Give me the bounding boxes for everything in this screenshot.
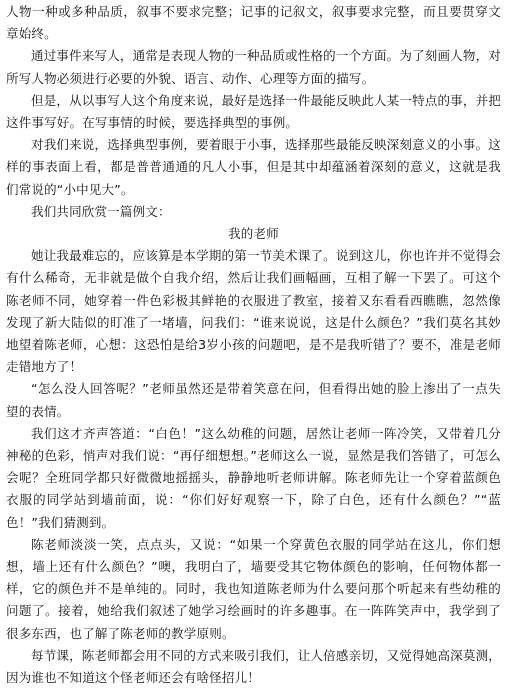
essay-paragraph: 每节课，陈老师都会用不同的方式来吸引我们，让人倍感亲切，又觉得她高深莫测，因为谁也不知道这个怪老师还会有啥怪招儿！ xyxy=(6,647,501,686)
paragraph: 通过事件来写人，通常是表现人物的一种品质或性格的一个方面。为了刻画人物，对所写人物必须进行必要的外貌、语言、动作、心理等方面的描写。 xyxy=(6,48,501,86)
paragraph: 但是，从以事写人这个角度来说，最好是选择一件最能反映此人某一特点的事，并把这件事写好。在写事情的时候，要选择典型的事例。 xyxy=(6,92,501,131)
document-body xyxy=(6,1,501,689)
paragraph: 对我们来说，选择典型事例，要着眼于小事，选择那些最能反映深刻意义的小事。这样的事表面上看，都是普普通通的凡人小事，但是其中却蕴涵着深刻的意义，这就是我们常说的“小中见大”。 xyxy=(6,137,501,197)
paragraph-continued: 人物一种或多种品质，叙事不要求完整；记事的记叙文，叙事要求完整，而且要贯穿文章始终。 xyxy=(6,4,501,42)
essay-paragraph: 她让我最难忘的，应该算是本学期的第一节美术课了。说到这儿，你也许并不觉得会有什么稀奇，无非就是做个自我介绍，然后让我们画幅画，互相了解一下罢了。可这个陈老师不同，她穿着一件色彩极其鲜艳的衣服进了教室，接着又东看看西瞧瞧，忽然像发现了新大陆似的盯准了一堵墙，问我们：“谁来说说，这是什么颜色？”我们莫名其妙地望着陈老师，心想：这恐怕是给3岁小孩的问题吧，是不是我听错了？要不，准是老师走错地方了！ xyxy=(6,248,501,375)
essay-paragraph: “怎么没人回答呢？”老师虽然还是带着笑意在问，但看得出她的脸上渗出了一点失望的表情。 xyxy=(6,381,501,419)
paragraph: 我们共同欣赏一篇例文： xyxy=(31,203,171,219)
essay-paragraph: 我们这才齐声答道：“白色！”这么幼稚的问题，居然让老师一阵冷笑，又带着几分神秘的色彩，悄声对我们说：“再仔细想想。”老师这么一说，显然是我们答错了，可怎么会呢？全班同学都只好微微地摇摇头，静静地听老师讲解。陈老师先让一个穿着蓝颜色衣服的同学站到墙前面，说：“你们好好观察一下，除了白色，还有什么颜色？”“蓝色！”我们猜测到。 xyxy=(6,425,501,530)
essay-title: 我的老师 xyxy=(228,226,279,242)
essay-paragraph: 陈老师淡淡一笑，点点头，又说：“如果一个穿黄色衣服的同学站在这儿，你们想想，墙上还有什么颜色？”噢，我明白了，墙要受其它物体颜色的影响，任何物体都一样，它的颜色并不是单纯的。同时，我也知道陈老师为什么要问那个听起来有些幼稚的问题了。接着，她给我们叙述了她学习绘画时的许多趣事。在一阵阵笑声中，我学到了很多东西，也了解了陈老师的教学原则。 xyxy=(6,536,501,641)
